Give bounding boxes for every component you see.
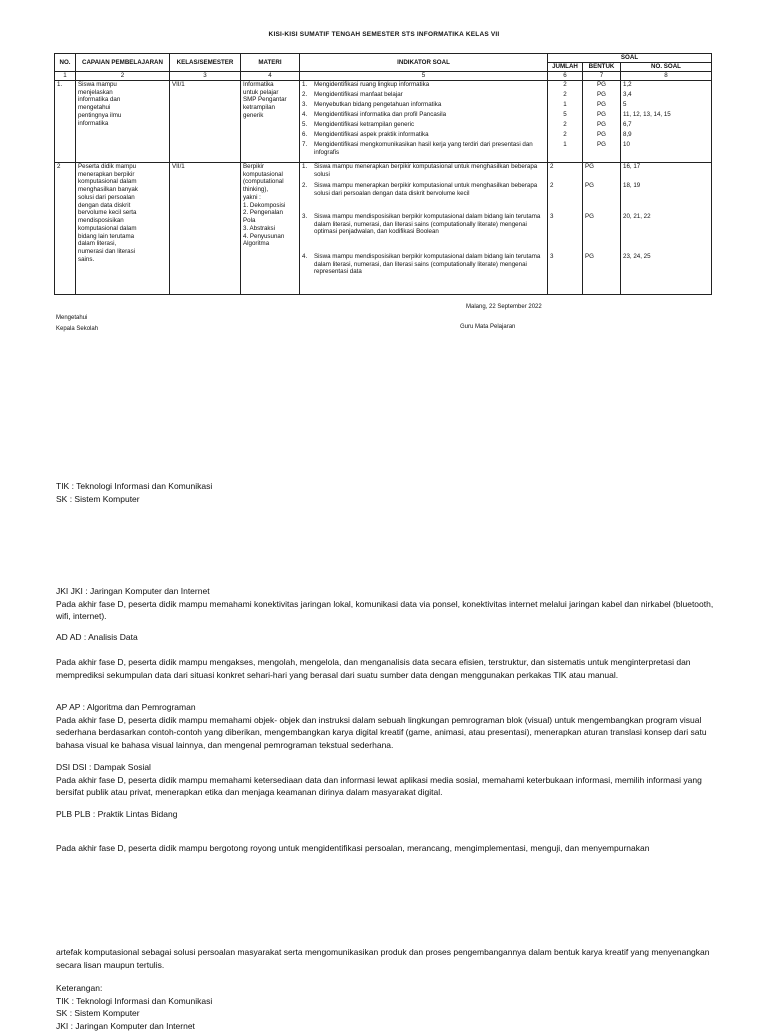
bentuk-value: PG — [585, 213, 618, 253]
no-soal-value: 11, 12, 13, 14, 15 — [623, 111, 709, 121]
indikator-number: 1. — [302, 81, 314, 91]
col-number: 2 — [76, 72, 170, 81]
capaian-line: informatika dan — [78, 96, 167, 104]
no-soal-value: 3,4 — [623, 91, 709, 101]
indikator-number: 5. — [302, 121, 314, 131]
no-soal-value: 20, 21, 22 — [623, 213, 709, 253]
jumlah-cell — [548, 80, 583, 162]
bentuk-value: PG — [585, 163, 618, 182]
capaian-line: Peserta didik mampu — [78, 163, 167, 171]
indikator-number: 1. — [302, 163, 314, 182]
capaian-line: numerasi dan literasi — [78, 248, 167, 256]
bentuk-value: PG — [585, 91, 618, 101]
indikator-text: Mengidentifikasi ketrampilan generic — [314, 121, 545, 131]
materi-line: Algoritma — [243, 240, 297, 248]
jumlah-value: 2 — [550, 163, 580, 182]
bentuk-cell — [583, 80, 621, 162]
no-soal-value: 16, 17 — [623, 163, 709, 182]
indikator-number: 2. — [302, 182, 314, 213]
bentuk-cell — [583, 162, 621, 294]
no-soal-value: 18, 19 — [623, 182, 709, 213]
kepala-sekolah-label: Kepala Sekolah — [56, 324, 98, 335]
no-soal-value: 23, 24, 25 — [623, 253, 709, 261]
jumlah-value: 2 — [550, 182, 580, 213]
jumlah-value: 3 — [550, 213, 580, 253]
capaian-line: informatika — [78, 120, 167, 128]
capaian-line: menghasilkan banyak — [78, 186, 167, 194]
no-soal-cell — [621, 162, 712, 294]
indikator-text: Siswa mampu menerapkan berpikir komputasional untuk menghasilkan beberapa solusi dari persoalan dengan data diskrit bervolume kecil — [314, 182, 545, 213]
keterangan-block — [56, 982, 716, 1032]
col-number: 7 — [583, 72, 621, 81]
ad-text: Pada akhir fase D, peserta didik mampu mengakses, mengolah, mengelola, dan menganalisis data secara efisien, terstruktur, dan sistematis untuk menginterpretasi dan memprediksi sekumpulan data dari situasi konkret sehari-hari yang berasal dari suatu sumber data dengan menggunakan perkakas TIK atau manual. — [56, 656, 716, 681]
mengetahui-label: Mengetahui — [56, 313, 98, 324]
capaian-line: pentingnya ilmu — [78, 112, 167, 120]
ad-title: AD AD : Analisis Data — [56, 631, 716, 644]
indikator-text: Siswa mampu mendisposisikan berpikir komputasional dalam bidang lain terutama dalam literasi, numerasi, dan literasi sains (computationally literate) mengenai representasi data — [314, 253, 545, 276]
indikator-text: Siswa mampu mendisposisikan berpikir komputasional dalam bidang lain terutama dalam literasi, numerasi, dan literasi sains (computationally literate) mengenai optimasi penjadwalan, dan kodifikasi Boolean — [314, 213, 545, 253]
col-number: 8 — [621, 72, 712, 81]
ap-title: AP AP : Algoritma dan Pemrograman — [56, 701, 716, 714]
materi-line: Pola — [243, 217, 297, 225]
materi-line: untuk pelajar — [243, 89, 297, 97]
no-soal-value: 1,2 — [623, 81, 709, 91]
bentuk-value: PG — [585, 131, 618, 141]
signature-left — [56, 313, 98, 335]
capaian-line: menerapkan berpikir — [78, 171, 167, 179]
document-title: KISI-KISI SUMATIF TENGAH SEMESTER STS INFORMATIKA KELAS VII — [0, 31, 768, 38]
keterangan-label: Keterangan: — [56, 982, 716, 995]
header-bentuk: BENTUK — [583, 63, 621, 72]
col-number: 1 — [55, 72, 76, 81]
dsi-title: DSI DSI : Dampak Sosial — [56, 761, 716, 774]
indikator-text: Menyebutkan bidang pengetahuan informatika — [314, 101, 545, 111]
capaian-line: mendisposisikan — [78, 217, 167, 225]
header-no: NO. — [55, 54, 76, 72]
bentuk-value: PG — [585, 253, 618, 261]
capaian-line: mengetahui — [78, 104, 167, 112]
jumlah-cell — [548, 162, 583, 294]
guru-label: Guru Mata Pelajaran — [460, 324, 515, 330]
jumlah-value: 3 — [550, 253, 580, 261]
jumlah-value: 2 — [550, 131, 580, 141]
indikator-text: Mengidentifikasi manfaat belajar — [314, 91, 545, 101]
table-row — [55, 162, 712, 294]
col-number: 6 — [548, 72, 583, 81]
plb-text-cont: artefak komputasional sebagai solusi persoalan masyarakat serta mengomunikasikan produk dan proses pengembangannya dalam bentuk karya kreatif yang menyenangkan secara lisan maupun tertulis. — [56, 946, 716, 971]
materi-line: 4. Penyusunan — [243, 233, 297, 241]
capaian-cell — [76, 80, 170, 162]
materi-line: Informatika — [243, 81, 297, 89]
no-soal-cell — [621, 80, 712, 162]
indikator-text: Siswa mampu menerapkan berpikir komputasional untuk menghasilkan beberapa solusi — [314, 163, 545, 182]
jki-title: JKI JKI : Jaringan Komputer dan Internet — [56, 585, 716, 598]
jumlah-value: 2 — [550, 121, 580, 131]
bentuk-value: PG — [585, 81, 618, 91]
dsi-text: Pada akhir fase D, peserta didik mampu memahami ketersediaan data dan informasi lewat aplikasi media sosial, memahami keterbukaan informasi, memilih informasi yang bersifat publik atau privat, menerapkan etika dan menjaga keamanan dirinya dalam masyarakat digital. — [56, 774, 716, 799]
capaian-line: sains. — [78, 256, 167, 264]
jumlah-value: 2 — [550, 81, 580, 91]
header-indikator: INDIKATOR SOAL — [300, 54, 548, 72]
materi-line: Berpikir — [243, 163, 297, 171]
capaian-line: Siswa mampu — [78, 81, 167, 89]
bentuk-value: PG — [585, 182, 618, 213]
bentuk-value: PG — [585, 121, 618, 131]
capaian-line: bidang lain terutama — [78, 233, 167, 241]
materi-line: yakni : — [243, 194, 297, 202]
capaian-line: komputasional dalam — [78, 225, 167, 233]
header-capaian: CAPAIAN PEMBELAJARAN — [76, 54, 170, 72]
bentuk-value: PG — [585, 141, 618, 151]
capaian-line: dengan data diskrit — [78, 202, 167, 210]
capaian-line: dalam literasi, — [78, 240, 167, 248]
note-tik: TIK : Teknologi Informasi dan Komunikasi — [56, 480, 716, 493]
no-soal-value: 10 — [623, 141, 709, 151]
indikator-number: 3. — [302, 213, 314, 253]
jki-section — [56, 585, 716, 623]
indikator-text: Mengidentifikasi ruang lingkup informatika — [314, 81, 545, 91]
materi-line: 2. Pengenalan — [243, 209, 297, 217]
materi-line: (computational — [243, 178, 297, 186]
plb-text: Pada akhir fase D, peserta didik mampu bergotong royong untuk mengidentifikasi persoalan, merancang, mengimplementasi, menguji, dan menyempurnakan — [56, 842, 716, 855]
jumlah-value: 2 — [550, 91, 580, 101]
indikator-cell — [300, 80, 548, 162]
jumlah-value: 1 — [550, 101, 580, 111]
table-row — [55, 80, 712, 162]
bentuk-value: PG — [585, 101, 618, 111]
kelas-cell: VII/1 — [170, 162, 241, 294]
capaian-line: komputasional dalam — [78, 178, 167, 186]
dsi-section — [56, 761, 716, 799]
header-no-soal: NO. SOAL — [621, 63, 712, 72]
jumlah-value: 5 — [550, 111, 580, 121]
jumlah-value: 1 — [550, 141, 580, 151]
indikator-text: Mengidentifikasi mengkomunikasikan hasil kerja yang terdiri dari presentasi dan infografis — [314, 141, 545, 157]
abbrev-block — [56, 480, 716, 505]
header-soal: SOAL — [548, 54, 712, 63]
capaian-line: bervolume kecil serta — [78, 209, 167, 217]
header-jumlah: JUMLAH — [548, 63, 583, 72]
capaian-cell — [76, 162, 170, 294]
materi-line: ketrampilan — [243, 104, 297, 112]
materi-line: generik — [243, 112, 297, 120]
ap-text: Pada akhir fase D, peserta didik mampu memahami objek- objek dan instruksi dalam sebuah lingkungan pemrograman blok (visual) untuk mengembangkan program visual sederhana berdasarkan contoh-contoh yang diberikan, mengembangkan karya digital kreatif (game, animasi, atau presentasi), menerapkan aturan translasi konsep dari satu bahasa visual ke bahasa visual lainnya, dan mengenal pemrograman tekstual sederhana. — [56, 714, 716, 752]
kelas-cell: VII/1 — [170, 80, 241, 162]
materi-line: 1. Dekomposisi — [243, 202, 297, 210]
indikator-text: Mengidentifikasi aspek praktik informatika — [314, 131, 545, 141]
kisi-kisi-table — [54, 53, 712, 295]
indikator-number: 2. — [302, 91, 314, 101]
keterangan-tik: TIK : Teknologi Informasi dan Komunikasi — [56, 995, 716, 1008]
indikator-text: Mengidentifikasi informatika dan profil Pancasila — [314, 111, 545, 121]
header-materi: MATERI — [241, 54, 300, 72]
indikator-cell — [300, 162, 548, 294]
materi-line: 3. Abstraksi — [243, 225, 297, 233]
no-soal-value: 8,9 — [623, 131, 709, 141]
note-sk: SK : Sistem Komputer — [56, 493, 716, 506]
keterangan-jki: JKI : Jaringan Komputer dan Internet — [56, 1020, 716, 1032]
capaian-line: menjelaskan — [78, 89, 167, 97]
capaian-line: solusi dari persoalan — [78, 194, 167, 202]
materi-line: thinking), — [243, 186, 297, 194]
signature-place-date: Malang, 22 September 2022 — [466, 304, 542, 310]
materi-cell — [241, 162, 300, 294]
indikator-number: 3. — [302, 101, 314, 111]
bentuk-value: PG — [585, 111, 618, 121]
col-number: 3 — [170, 72, 241, 81]
header-kelas: KELAS/SEMESTER — [170, 54, 241, 72]
col-number: 4 — [241, 72, 300, 81]
row-no: 2 — [55, 162, 76, 294]
ap-section — [56, 701, 716, 751]
materi-line: SMP Pengantar — [243, 96, 297, 104]
row-no: 1. — [55, 80, 76, 162]
materi-cell — [241, 80, 300, 162]
indikator-number: 6. — [302, 131, 314, 141]
col-number: 5 — [300, 72, 548, 81]
indikator-number: 4. — [302, 111, 314, 121]
indikator-number: 7. — [302, 141, 314, 157]
indikator-number: 4. — [302, 253, 314, 276]
no-soal-value: 6,7 — [623, 121, 709, 131]
jki-text: Pada akhir fase D, peserta didik mampu memahami konektivitas jaringan lokal, komunikasi data via ponsel, konektivitas internet melalui jaringan kabel dan nirkabel (bluetooth, wifi, internet). — [56, 598, 716, 623]
no-soal-value: 5 — [623, 101, 709, 111]
keterangan-sk: SK : Sistem Komputer — [56, 1007, 716, 1020]
materi-line: komputasional — [243, 171, 297, 179]
plb-title: PLB PLB : Praktik Lintas Bidang — [56, 808, 716, 821]
